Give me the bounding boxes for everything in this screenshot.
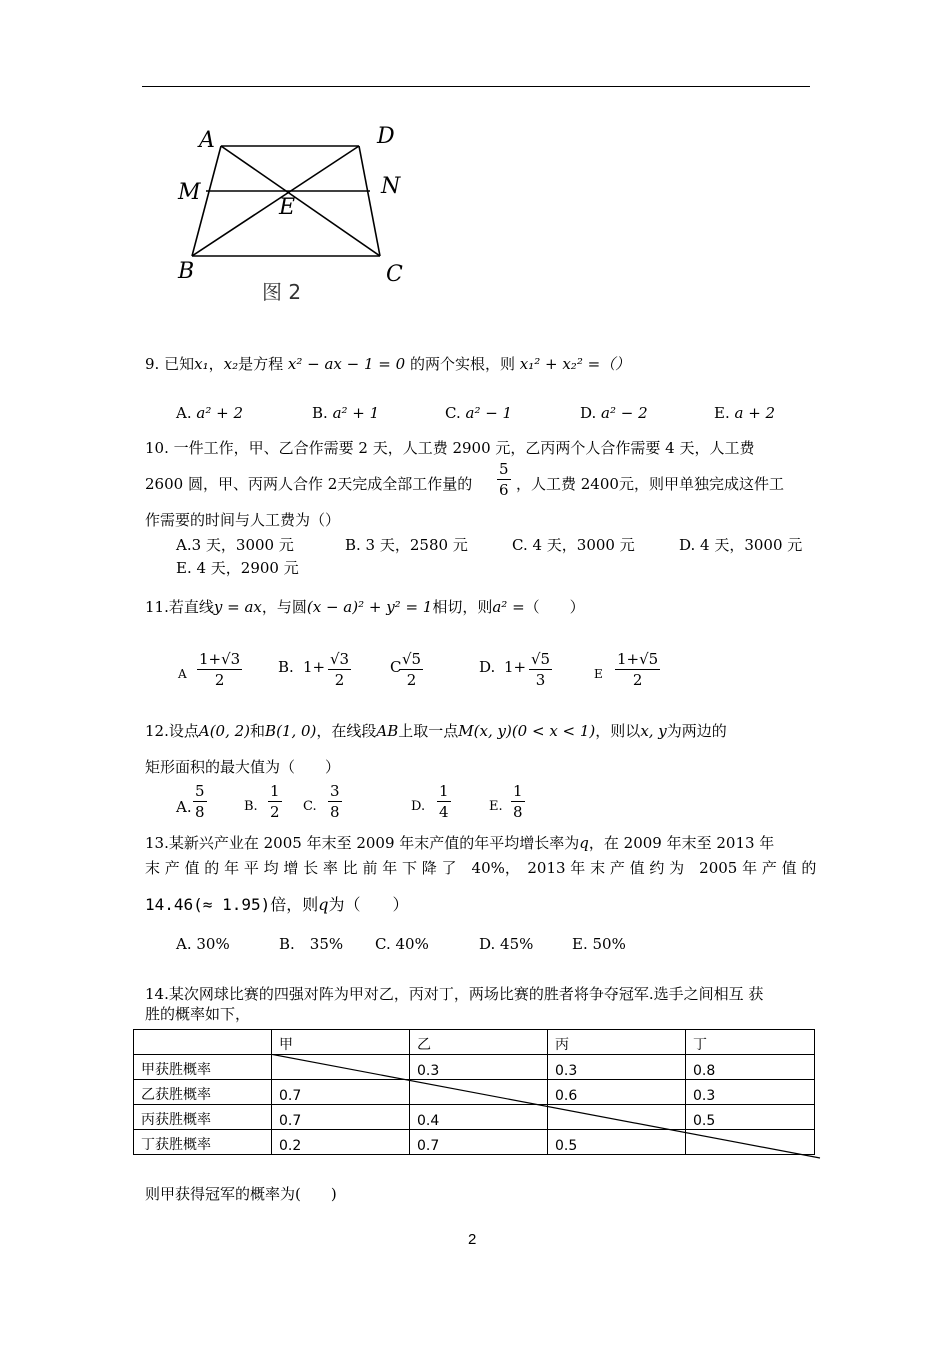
q9-stem xyxy=(145,354,630,374)
q11-option-d-den: 3 xyxy=(535,671,546,689)
table-header-cell: 丙 xyxy=(548,1030,686,1055)
point-m-label: M xyxy=(178,180,201,205)
q9-option-a xyxy=(176,403,243,423)
q11-option-c-den: 2 xyxy=(406,671,417,689)
q12-option-d-fraction xyxy=(437,781,451,822)
q12-point-m: M(x, y)(0 < x < 1) xyxy=(458,722,596,740)
q12-option-a-den: 8 xyxy=(195,803,205,821)
segment-dc xyxy=(359,146,380,256)
table-cell: 0.6 xyxy=(548,1080,686,1105)
point-b-label: B xyxy=(178,259,195,284)
q9-x2: x₂ xyxy=(223,355,239,373)
q12-option-b-label: B. xyxy=(244,799,258,814)
q10-fraction xyxy=(497,459,511,500)
header-rule xyxy=(142,86,810,87)
q12-segment: AB xyxy=(376,722,399,740)
q11-option-b-den: 2 xyxy=(334,671,345,689)
q11-option-a-den: 2 xyxy=(214,671,225,689)
table-row-label: 丙获胜概率 xyxy=(134,1105,272,1130)
q11-option-c-num: √5 xyxy=(402,650,422,668)
q13-q: q xyxy=(579,834,589,852)
q9-x1: x₁ xyxy=(194,355,209,373)
q9-option-e-label: E. xyxy=(714,404,730,422)
q11-option-d-fraction xyxy=(529,649,552,690)
q13-text-1b: ，在 2009 年末至 2013 年 xyxy=(588,834,775,852)
q12-option-d-num: 1 xyxy=(439,782,449,800)
table-row-label: 甲获胜概率 xyxy=(134,1055,272,1080)
q12-option-a-fraction xyxy=(193,781,207,822)
q11-option-d-num: √5 xyxy=(531,650,551,668)
q10-line-3: 作需要的时间与人工费为（） xyxy=(145,511,341,529)
q12-option-a-num: 5 xyxy=(195,782,205,800)
q12-option-e-num: 1 xyxy=(513,782,523,800)
q9-option-a-label: A. xyxy=(176,404,192,422)
q10-fraction-num: 5 xyxy=(499,460,509,478)
q11-ask: a² = xyxy=(492,598,525,616)
q13-option-e: E. 50% xyxy=(572,935,626,953)
table-header-cell: 乙 xyxy=(410,1030,548,1055)
point-a-label: A xyxy=(199,128,215,153)
q9-option-c-math: a² − 1 xyxy=(465,404,513,422)
q11-text-2: ，与圆 xyxy=(261,598,307,616)
q12-option-b-fraction xyxy=(268,781,282,822)
q10-line-2a: 2600 圆，甲、丙两人合作 2天完成全部工作量的 xyxy=(145,475,473,493)
q13-text-1a: 13.某新兴产业在 2005 年末至 2009 年末产值的年平均增长率为 xyxy=(145,834,580,852)
q12-option-b-num: 1 xyxy=(270,782,280,800)
q11-option-b-fraction xyxy=(328,649,351,690)
q13-option-b: B. 35% xyxy=(279,935,344,953)
q12-option-c-num: 3 xyxy=(330,782,340,800)
table-cell: 0.3 xyxy=(686,1080,815,1105)
table-cell: 0.3 xyxy=(548,1055,686,1080)
point-c-label: C xyxy=(386,262,403,287)
q14-line-1: 14.某次网球比赛的四强对阵为甲对乙，丙对丁，两场比赛的胜者将争夺冠军.选手之间相互 获 xyxy=(145,985,764,1003)
q11-option-e-fraction xyxy=(615,649,660,690)
q12-xy: x, y xyxy=(640,722,667,740)
q9-equation: x² − ax − 1 = 0 xyxy=(287,355,406,373)
q13-line-2: 末 产 值 的 年 平 均 增 长 率 比 前 年 下 降 了 40%， 2013 年 末 产 值 约 为 2005 年 产 值 的 xyxy=(145,859,817,877)
q10-line-1: 10. 一件工作，甲、乙合作需要 2 天，人工费 2900 元，乙丙两个人合作需要 4 天，人工费 xyxy=(145,439,755,457)
table-header-cell: 丁 xyxy=(686,1030,815,1055)
table-header-cell: 甲 xyxy=(272,1030,410,1055)
q12-stem xyxy=(145,721,727,741)
q9-text-2: 是方程 xyxy=(238,355,284,373)
q11-paren: （ ） xyxy=(524,598,585,616)
table-cell: 0.7 xyxy=(272,1080,410,1105)
q11-circle-eq: (x − a)² + y² = 1 xyxy=(306,598,433,616)
q13-q-2: q xyxy=(318,895,329,914)
table-cell: 0.4 xyxy=(410,1105,548,1130)
q11-option-b-num: √3 xyxy=(330,650,350,668)
q9-number: 9. xyxy=(145,355,160,373)
q9-option-e-math: a + 2 xyxy=(734,404,776,422)
q13-option-d: D. 45% xyxy=(479,935,534,953)
q10-fraction-den: 6 xyxy=(499,481,509,499)
q12-option-a-label: A. xyxy=(176,798,192,816)
q9-comma: ， xyxy=(208,355,224,373)
q11-option-b-label: B. xyxy=(278,658,294,676)
q13-line-3 xyxy=(145,895,409,915)
q12-option-d-label: D. xyxy=(411,799,426,814)
q11-stem xyxy=(145,597,585,617)
q10-option-c: C. 4 天，3000 元 xyxy=(512,536,635,554)
table-cell: 0.5 xyxy=(686,1105,815,1130)
q11-option-c-fraction xyxy=(400,649,423,690)
q12-option-e-den: 8 xyxy=(513,803,523,821)
table-cell: 0.8 xyxy=(686,1055,815,1080)
q9-text-1: 已知 xyxy=(164,355,195,373)
q11-option-e-label: E xyxy=(594,667,603,681)
q9-option-d-label: D. xyxy=(580,404,597,422)
q10-option-b: B. 3 天，2580 元 xyxy=(345,536,468,554)
q12-option-c-fraction xyxy=(328,781,342,822)
q12-option-e-label: E. xyxy=(489,799,503,814)
q9-option-b-math: a² + 1 xyxy=(332,404,380,422)
table-diagonal-line xyxy=(270,1054,825,1162)
table-cell: 0.3 xyxy=(410,1055,548,1080)
table-cell: 0.7 xyxy=(410,1130,548,1155)
figure-caption: 图 2 xyxy=(262,280,302,304)
q11-text-1: 11.若直线 xyxy=(145,598,214,616)
page-number: 2 xyxy=(468,1231,477,1248)
point-e-label: E xyxy=(279,195,296,220)
q13-text-3b: 倍，则 xyxy=(270,895,319,914)
q13-value: 14.46(≈ 1.95) xyxy=(145,895,271,914)
q10-option-e: E. 4 天，2900 元 xyxy=(176,559,299,577)
q12-option-b-den: 2 xyxy=(270,803,280,821)
q12-text-4: ，则以 xyxy=(595,722,641,740)
q9-option-e xyxy=(714,403,775,423)
q12-line-2: 矩形面积的最大值为（ ） xyxy=(145,758,341,776)
q10-line-2b: ，人工费 2400元，则甲单独完成这件工 xyxy=(516,475,784,493)
q12-point-b: B(1, 0) xyxy=(265,722,317,740)
q12-option-c-label: C. xyxy=(303,799,317,814)
q9-option-b xyxy=(312,403,379,423)
table-row-label: 乙获胜概率 xyxy=(134,1080,272,1105)
q9-option-d-math: a² − 2 xyxy=(601,404,648,422)
q9-option-a-math: a² + 2 xyxy=(196,404,243,422)
q11-text-3: 相切，则 xyxy=(432,598,493,616)
q11-line-eq: y = ax xyxy=(213,598,262,616)
q11-option-a-label: A xyxy=(178,667,187,681)
point-n-label: N xyxy=(381,174,401,199)
q13-text-3c: 为（ ） xyxy=(328,895,409,914)
table-header-row xyxy=(134,1030,815,1055)
q11-option-a-num: 1+√3 xyxy=(199,650,241,668)
q11-option-e-den: 2 xyxy=(632,671,643,689)
q13-line-1 xyxy=(145,833,774,853)
q12-option-d-den: 4 xyxy=(439,803,449,821)
q10-option-d: D. 4 天，3000 元 xyxy=(679,536,803,554)
q9-expression: x₁² + x₂² =（） xyxy=(519,355,631,373)
q12-text-2: ，在线段 xyxy=(316,722,377,740)
q11-option-e-num: 1+√5 xyxy=(617,650,659,668)
table-header-cell xyxy=(134,1030,272,1055)
q9-text-3: 的两个实根，则 xyxy=(409,355,515,373)
q9-option-c xyxy=(445,403,512,423)
table-cell: 0.2 xyxy=(272,1130,410,1155)
q11-option-a-fraction xyxy=(197,649,242,690)
diagonal-ac xyxy=(221,146,380,256)
q12-option-c-den: 8 xyxy=(330,803,340,821)
q9-option-c-label: C. xyxy=(445,404,461,422)
q13-option-a: A. 30% xyxy=(176,935,230,953)
q13-option-c: C. 40% xyxy=(375,935,429,953)
q12-text-3: 上取一点 xyxy=(398,722,459,740)
q12-and: 和 xyxy=(250,722,266,740)
q11-option-b-prefix: 1+ xyxy=(303,658,326,676)
table-row-label: 丁获胜概率 xyxy=(134,1130,272,1155)
q14-line-2: 胜的概率如下， xyxy=(145,1005,251,1023)
table-cell: 0.5 xyxy=(548,1130,686,1155)
q12-text-5: 为两边的 xyxy=(666,722,727,740)
q9-option-d xyxy=(580,403,648,423)
q14-ask: 则甲获得冠军的概率为( ) xyxy=(145,1185,337,1203)
q11-option-d-prefix: 1+ xyxy=(504,658,527,676)
point-d-label: D xyxy=(377,124,395,149)
q11-option-d-label: D. xyxy=(479,658,496,676)
q12-point-a: A(0, 2) xyxy=(198,722,251,740)
q9-option-b-label: B. xyxy=(312,404,328,422)
q12-text-1: 12.设点 xyxy=(145,722,199,740)
q10-option-a: A.3 天，3000 元 xyxy=(176,536,294,554)
table-cell: 0.7 xyxy=(272,1105,410,1130)
q11-option-c-label: C xyxy=(390,658,402,676)
q12-option-e-fraction xyxy=(511,781,525,822)
